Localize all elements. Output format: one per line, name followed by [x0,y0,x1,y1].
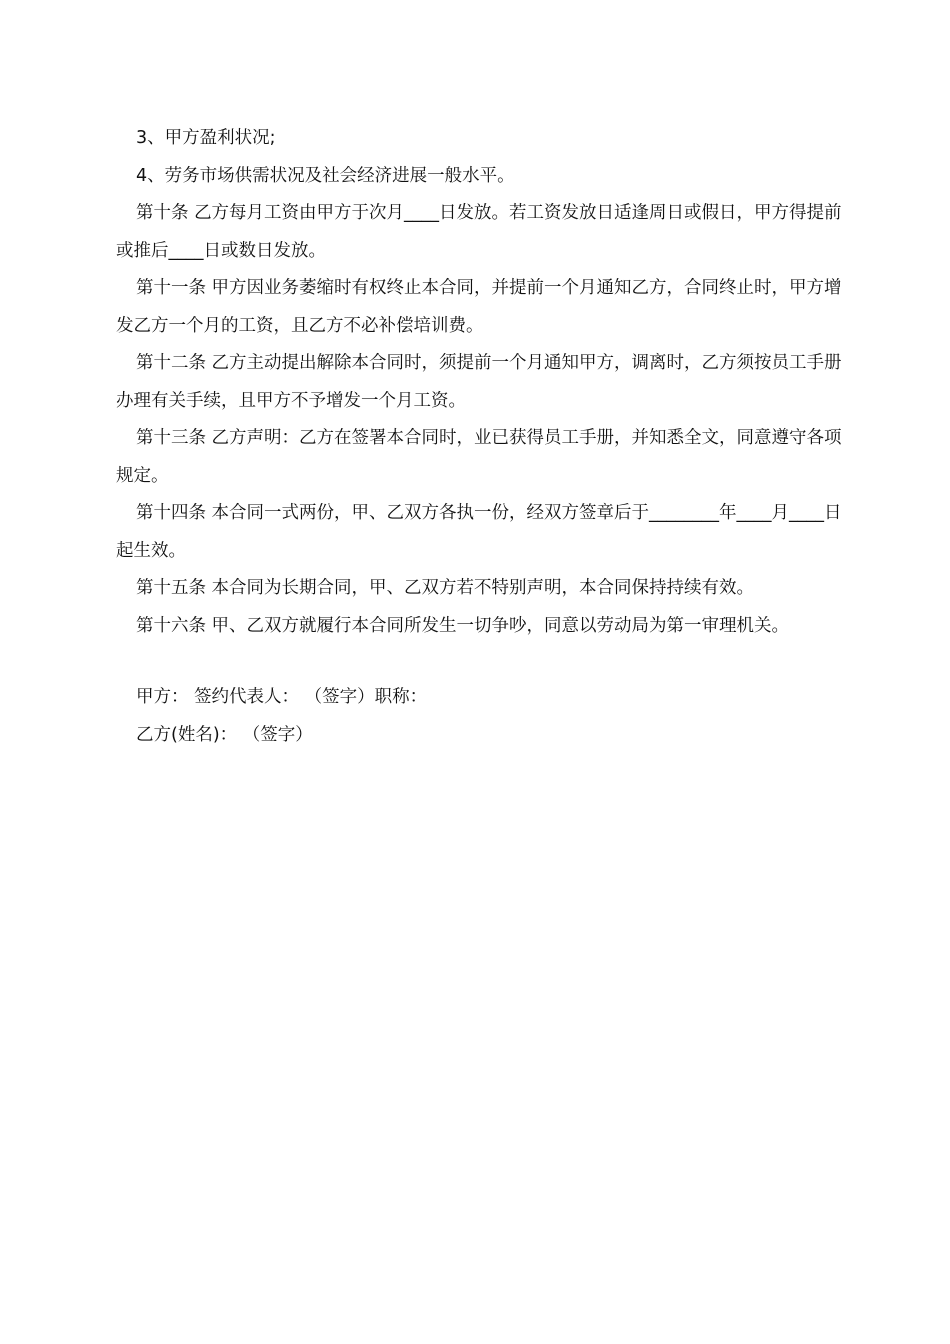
clause-16: 第十六条 甲、乙双方就履行本合同所发生一切争吵，同意以劳动局为第一审理机关。 [136,615,790,636]
clause-item-3: 3、甲方盈利状况; [136,128,276,148]
clause-15: 第十五条 本合同为长期合同，甲、乙双方若不特别声明，本合同保持持续有效。 [136,578,755,598]
signature-party-a: 甲方： 签约代表人： （签字）职称： [136,687,428,707]
clause-11: 第十一条 甲方因业务萎缩时有权终止本合同，并提前一个月通知乙方，合同终止时，甲方增发乙方一个月的工资，且乙方不必补偿培训费。 [116,278,842,336]
clause-12: 第十二条 乙方主动提出解除本合同时，须提前一个月通知甲方，调离时，乙方须按员工手册办理有关手续，且甲方不予增发一个月工资。 [116,353,842,411]
signature-spacer [116,645,856,679]
clause-item-4: 4、劳务市场供需状况及社会经济进展一般水平。 [136,165,515,186]
clause-10: 第十条 乙方每月工资由甲方于次月____日发放。若工资发放日适逢周日或假日，甲方得提前或推后____日或数日发放。 [116,203,842,261]
signature-party-b: 乙方(姓名)： （签字） [136,724,313,745]
document-body [116,120,856,754]
clause-14: 第十四条 本合同一式两份，甲、乙双方各执一份，经双方签章后于________年____月____日起生效。 [116,503,842,561]
clause-13: 第十三条 乙方声明：乙方在签署本合同时，业已获得员工手册，并知悉全文，同意遵守各项规定。 [116,428,842,486]
